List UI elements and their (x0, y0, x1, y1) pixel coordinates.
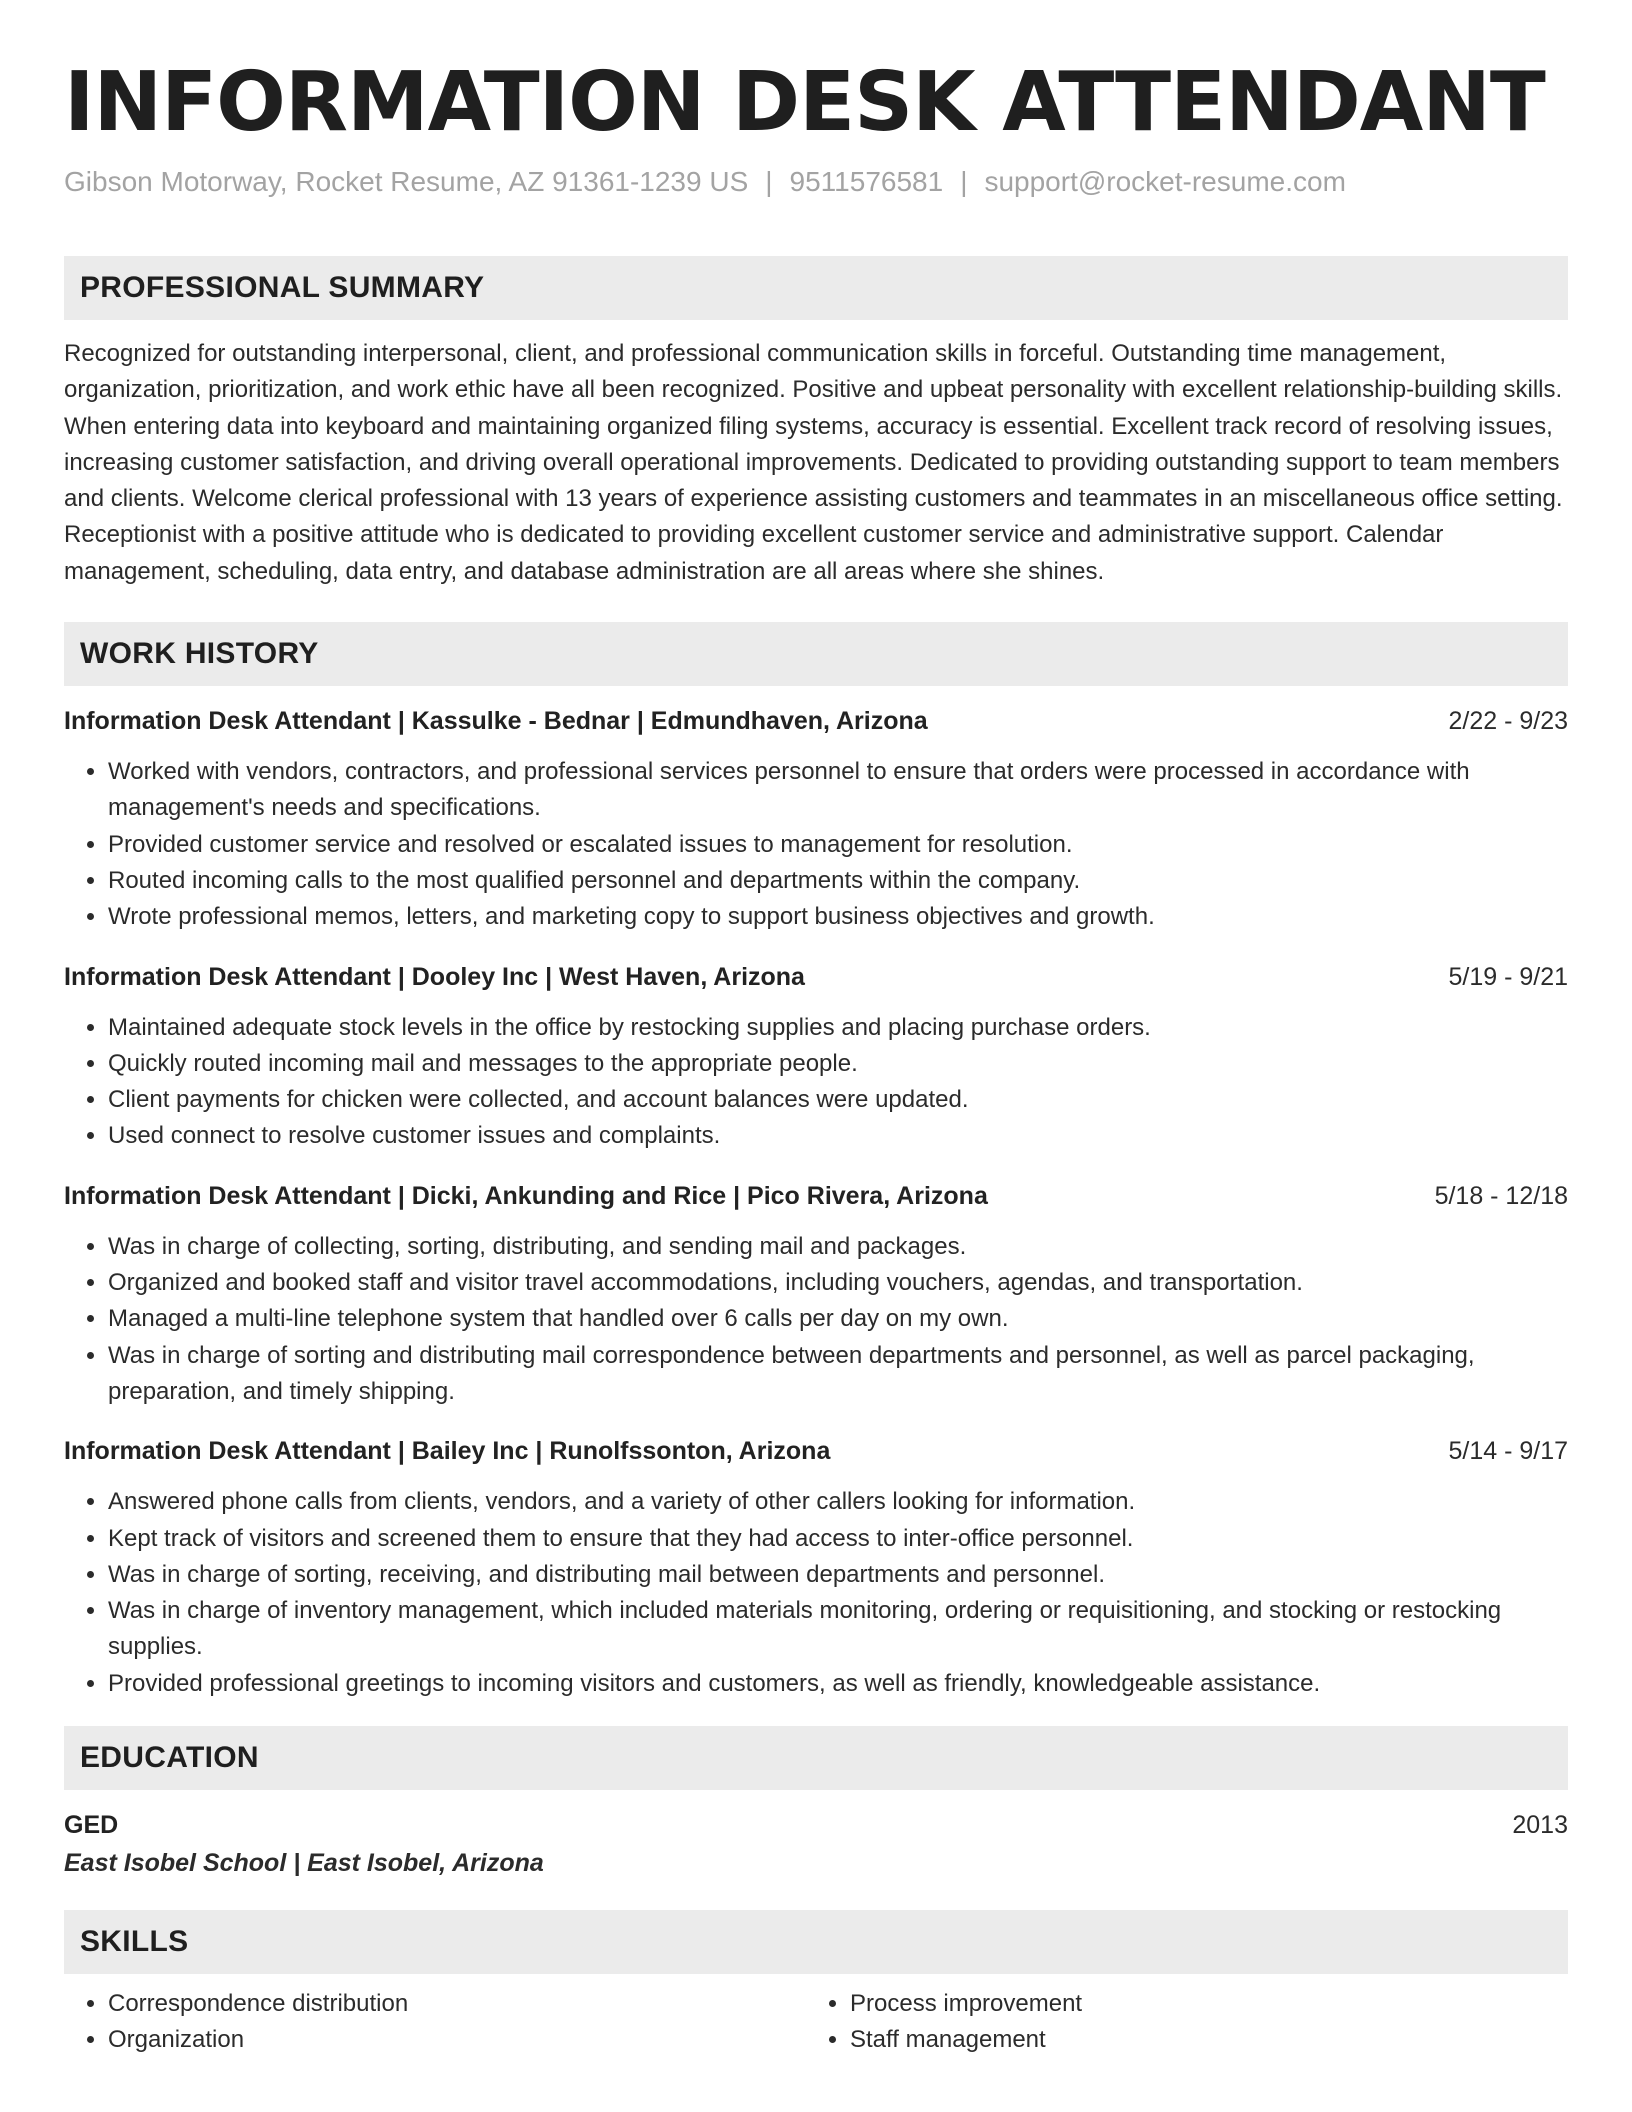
contact-line (64, 162, 1568, 202)
job-bullet: • Worked with vendors, contractors, and professional services personnel to ensure that orders were processed in accordance with management's needs and specifications. (108, 754, 1568, 827)
contact-phone: 9511576581 (789, 166, 944, 197)
resume-name: INFORMATION DESK ATTENDANT (64, 55, 1545, 150)
job-bullets (64, 1229, 1568, 1410)
job-dates: 5/19 - 9/21 (1448, 962, 1568, 991)
skill-item: • Organization (108, 2022, 806, 2058)
resume-page (64, 0, 1568, 2059)
education-year: 2013 (1512, 1811, 1568, 1840)
job-bullet: • Organized and booked staff and visitor travel accommodations, including vouchers, agendas, and transportation. (108, 1265, 1568, 1301)
job-bullet: • Kept track of visitors and screened them to ensure that they had access to inter-office personnel. (108, 1521, 1568, 1557)
job-bullet: • Answered phone calls from clients, vendors, and a variety of other callers looking for information. (108, 1484, 1568, 1520)
job-title: Information Desk Attendant | Bailey Inc | Runolfssonton, Arizona (64, 1437, 831, 1466)
skills-column-right (806, 1986, 1548, 2059)
job-bullet: • Provided customer service and resolved or escalated issues to management for resolution. (108, 827, 1568, 863)
job-bullet: • Quickly routed incoming mail and messages to the appropriate people. (108, 1046, 1568, 1082)
job-bullet: • Was in charge of sorting and distributing mail correspondence between departments and personnel, as well as parcel packaging, preparation, and timely shipping. (108, 1338, 1568, 1411)
job-dates: 5/18 - 12/18 (1434, 1181, 1568, 1210)
job-entry (64, 958, 1568, 1155)
job-header (64, 1432, 1568, 1470)
job-title: Information Desk Attendant | Kassulke - Bednar | Edmundhaven, Arizona (64, 707, 928, 736)
skill-item: • Process improvement (850, 1986, 1548, 2022)
skill-item: • Staff management (850, 2022, 1548, 2058)
contact-separator: | (960, 166, 968, 197)
job-title: Information Desk Attendant | Dooley Inc | West Haven, Arizona (64, 962, 805, 991)
job-bullets (64, 1484, 1568, 1702)
job-bullet: • Was in charge of sorting, receiving, and distributing mail between departments and personnel. (108, 1557, 1568, 1593)
job-bullet: • Wrote professional memos, letters, and marketing copy to support business objectives and growth. (108, 899, 1568, 935)
job-bullet: • Provided professional greetings to incoming visitors and customers, as well as friendly, knowledgeable assistance. (108, 1666, 1568, 1702)
contact-separator: | (765, 166, 773, 197)
section-heading-work-history: WORK HISTORY (64, 622, 1568, 686)
job-header (64, 1177, 1568, 1215)
contact-address: Gibson Motorway, Rocket Resume, AZ 91361-1239 US (64, 166, 749, 197)
skill-item: • Correspondence distribution (108, 1986, 806, 2022)
summary-text: Recognized for outstanding interpersonal, client, and professional communication skills in forceful. Outstanding time management, organization, prioritization, and work ethic have all been recognized. Positive and upbeat personality with excellent relationship-building skills. When entering data into keyboard and maintaining organized filing systems, accuracy is essential. Excellent track record of resolving issues, increasing customer satisfaction, and driving overall operational improvements. Dedicated to providing outstanding support to team members and clients. Welcome clerical professional with 13 years of experience assisting customers and teammates in an miscellaneous office setting. Receptionist with a positive attitude who is dedicated to providing excellent customer service and administrative support. Calendar management, scheduling, data entry, and database administration are all areas where she shines. (64, 340, 1563, 585)
job-bullet: • Client payments for chicken were collected, and account balances were updated. (108, 1082, 1568, 1118)
section-heading-education: EDUCATION (64, 1726, 1568, 1790)
job-bullet: • Was in charge of inventory management, which included materials monitoring, ordering or requisitioning, and stocking or restocking supplies. (108, 1593, 1568, 1666)
education-school: East Isobel School | East Isobel, Arizona (64, 1849, 544, 1878)
skills-column-left (64, 1986, 806, 2059)
job-bullet: • Maintained adequate stock levels in the office by restocking supplies and placing purchase orders. (108, 1010, 1568, 1046)
job-bullets (64, 754, 1568, 935)
job-title: Information Desk Attendant | Dicki, Ankunding and Rice | Pico Rivera, Arizona (64, 1181, 988, 1210)
job-dates: 2/22 - 9/23 (1448, 707, 1568, 736)
education-entry (64, 1806, 1568, 1882)
education-header (64, 1806, 1568, 1844)
section-heading-summary: PROFESSIONAL SUMMARY (64, 256, 1568, 320)
education-degree: GED (64, 1811, 119, 1840)
contact-email: support@rocket-resume.com (984, 166, 1346, 197)
job-bullet: • Was in charge of collecting, sorting, distributing, and sending mail and packages. (108, 1229, 1568, 1265)
job-bullet: • Routed incoming calls to the most qualified personnel and departments within the company. (108, 863, 1568, 899)
skills-list (64, 1986, 1568, 2059)
job-entry (64, 1432, 1568, 1702)
job-entry (64, 702, 1568, 935)
job-header (64, 958, 1568, 996)
job-header (64, 702, 1568, 740)
job-dates: 5/14 - 9/17 (1448, 1437, 1568, 1466)
job-bullets (64, 1010, 1568, 1155)
job-entry (64, 1177, 1568, 1410)
job-bullet: • Used connect to resolve customer issues and complaints. (108, 1118, 1568, 1154)
section-heading-skills: SKILLS (64, 1910, 1568, 1974)
job-bullet: • Managed a multi-line telephone system that handled over 6 calls per day on my own. (108, 1301, 1568, 1337)
